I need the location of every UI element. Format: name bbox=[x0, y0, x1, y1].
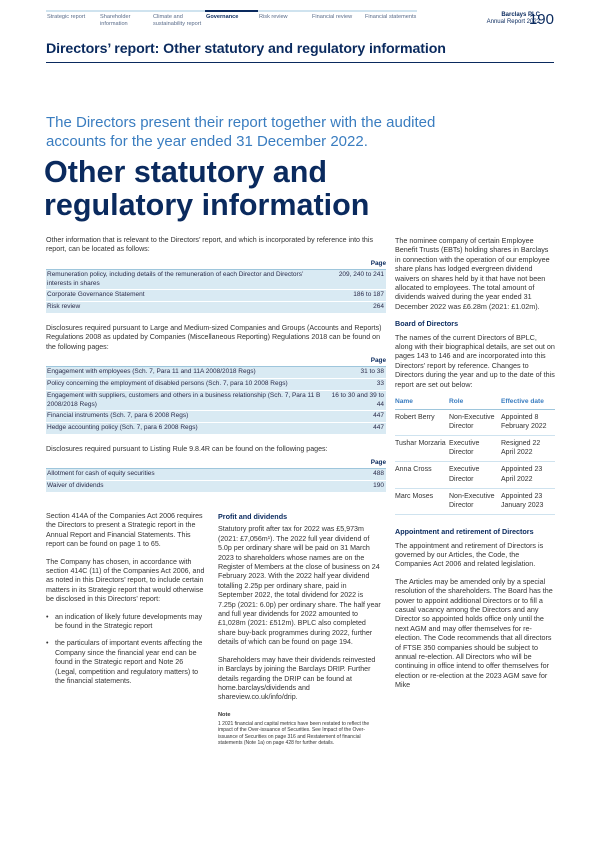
director-role: Non-Executive Director bbox=[449, 409, 501, 435]
col-header-role: Role bbox=[449, 397, 501, 409]
nav-tab-risk-review[interactable]: Risk review bbox=[258, 10, 311, 32]
row-page: 186 to 187 bbox=[330, 290, 386, 302]
appointment-para-2: The Articles may be amended only by a special resolution of the shareholders. The Board has the power to appoint additional Directors or to fill a casual vacancy among the Directors and any Director so appointed holds office only until the next AGM and may offer themselves for re-election. The Code recommends that all directors of FTSE 350 companies should be subject to annual re-election. All Directors who will be continuing in office intend to offer themselves for election or re-election at the 2023 AGM save for Mike bbox=[395, 576, 553, 690]
other-info-table bbox=[46, 258, 386, 314]
table-row bbox=[395, 435, 555, 461]
nav-tab-climate-sustainability[interactable]: Climate and sustainability report bbox=[152, 10, 205, 32]
page-title-line-2: regulatory information bbox=[44, 187, 370, 222]
listing-rule-table bbox=[46, 457, 386, 493]
nav-tab-strategic-report[interactable]: Strategic report bbox=[46, 10, 99, 32]
directors-table bbox=[395, 397, 555, 515]
row-label: Risk review bbox=[46, 302, 330, 314]
director-role: Executive Director bbox=[449, 462, 501, 488]
row-page: 447 bbox=[330, 411, 386, 423]
profit-dividends-para-1: Statutory profit after tax for 2022 was £5,973m (2021: £7,056m¹). The 2022 full year dividend of 5.0p per ordinary share will be paid on 31 March 2023 to shareholders whose names are on the Register of Members at the close of business on 24 February 2023. With the 2022 half year dividend totalling 2.25p per ordinary share, paid in September 2022, the total dividend for 2022 is 7.25p (2021: 6.0p) per ordinary share. The half year and full year dividends for 2022 amounted to £1,028m (2021: £512m). BPLC also completed share buy-back programmes during 2022, further details of which can be found on page 194. bbox=[218, 525, 381, 647]
row-page: 488 bbox=[330, 469, 386, 481]
table-row bbox=[395, 488, 555, 514]
strategic-report-para-1: Section 414A of the Companies Act 2006 requires the Directors to present a Strategic report in the Annual Report and Financial Statements. This report can be found on page 1 to 65. bbox=[46, 512, 203, 549]
nav-tab-shareholder-information[interactable]: Shareholder information bbox=[99, 10, 152, 32]
table-row bbox=[46, 390, 386, 411]
table-row bbox=[46, 269, 386, 290]
list-item: • an indication of likely future developments may be found in the Strategic report bbox=[46, 613, 206, 632]
row-label: Financial instruments (Sch. 7, para 6 2008 Regs) bbox=[46, 411, 330, 423]
board-para: The names of the current Directors of BPLC, along with their biographical details, are set out on pages 143 to 146 and are incorporated into this Directors’ report by reference. Changes to Directors during the year and up to the date of this report are set out below: bbox=[395, 332, 555, 389]
director-role: Executive Director bbox=[449, 435, 501, 461]
ebt-waiver-para: The nominee company of certain Employee Benefit Trusts (EBTs) holding shares in Barclays in connection with the operation of our employee share plans has lodged evergreen dividend waivers on shares held by it that have not been allocated to employees. The total amount of dividends waived during the year ended 31 December 2022 was £6.28m (2021: £1.02m). bbox=[395, 236, 550, 311]
table-row bbox=[46, 481, 386, 493]
reference-tables bbox=[46, 236, 386, 493]
table-row bbox=[395, 462, 555, 488]
appointment-heading: Appointment and retirement of Directors bbox=[395, 527, 534, 537]
director-date: Appointed 23 April 2022 bbox=[501, 462, 555, 488]
row-label: Policy concerning the employment of disabled persons (Sch. 7, para 10 2008 Regs) bbox=[46, 379, 330, 391]
footnote: 1 2021 financial and capital metrics have been restated to reflect the impact of the Over-issuance of Securities. See Impact of the Over-issuance of Securities on page 316 and Restatement of financial statements (Note 1a) on page 428 for further details. bbox=[218, 721, 370, 747]
column-strategic-report bbox=[46, 512, 206, 695]
director-date: Appointed 8 February 2022 bbox=[501, 409, 555, 435]
col-header-name: Name bbox=[395, 397, 449, 409]
nav-tab-governance[interactable]: Governance bbox=[205, 10, 258, 32]
table-row bbox=[46, 469, 386, 481]
intro-text: The Directors present their report together with the audited accounts for the year ended 31 December 2022. bbox=[46, 114, 436, 150]
table-row bbox=[46, 367, 386, 379]
table-row bbox=[46, 379, 386, 391]
table-row bbox=[46, 290, 386, 302]
row-label: Waiver of dividends bbox=[46, 481, 330, 493]
column-profit-dividends bbox=[218, 512, 382, 746]
other-info-lead: Other information that is relevant to the Directors’ report, and which is incorporated by reference into this report, can be located as follows: bbox=[46, 236, 373, 254]
nav-tab-financial-review[interactable]: Financial review bbox=[311, 10, 364, 32]
appointment-para-1: The appointment and retirement of Directors is governed by our Articles, the Code, the Companies Act 2006 and related legislation. bbox=[395, 540, 544, 569]
row-page: 209, 240 to 241 bbox=[330, 269, 386, 290]
row-label: Corporate Governance Statement bbox=[46, 290, 330, 302]
board-heading: Board of Directors bbox=[395, 319, 459, 329]
page-title bbox=[44, 156, 369, 221]
strategic-report-para-2: The Company has chosen, in accordance with section 414C (11) of the Companies Act 2006, and as noted in this Directors’ report, to include certain matters in its Strategic report that would otherwise be disclosed in this Directors’ report: bbox=[46, 557, 205, 604]
page-title-line-1: Other statutory and bbox=[44, 155, 328, 189]
director-name: Tushar Morzaria bbox=[395, 435, 449, 461]
row-label: Hedge accounting policy (Sch. 7, para 6 2008 Regs) bbox=[46, 423, 330, 435]
row-page: 16 to 30 and 39 to 44 bbox=[330, 390, 386, 411]
row-label: Remuneration policy, including details of the remuneration of each Director and Directors’ interests in shares bbox=[46, 269, 330, 290]
column-right bbox=[395, 236, 555, 698]
director-name: Marc Moses bbox=[395, 488, 449, 514]
profit-dividends-para-2: Shareholders may have their dividends reinvested in Barclays by joining the Barclays DRIP. Further details regarding the DRIP can be found at home.barclays/dividends and shareview.co.uk/info/drip. bbox=[218, 655, 376, 702]
profit-dividends-heading: Profit and dividends bbox=[218, 512, 288, 521]
col-header-date: Effective date bbox=[501, 397, 555, 409]
table-row bbox=[46, 411, 386, 423]
listing-rule-lead: Disclosures required pursuant to Listing Rule 9.8.4R can be found on the following pages: bbox=[46, 445, 328, 453]
brand-name: Barclays PLC bbox=[501, 12, 540, 18]
table-row bbox=[395, 409, 555, 435]
strategic-report-bullets bbox=[46, 613, 206, 687]
row-label: Allotment for cash of equity securities bbox=[46, 469, 330, 481]
header-divider bbox=[46, 62, 554, 63]
nav-tab-financial-statements[interactable]: Financial statements bbox=[364, 10, 417, 32]
table-row bbox=[46, 423, 386, 435]
row-page: 447 bbox=[330, 423, 386, 435]
director-date: Appointed 23 January 2023 bbox=[501, 488, 555, 514]
large-medium-table bbox=[46, 355, 386, 435]
row-label: Engagement with suppliers, customers and others in a business relationship (Sch. 7, Para 11 B 2008/2018 Regs) bbox=[46, 390, 330, 411]
row-label: Engagement with employees (Sch. 7, Para 11 and 11A 2008/2018 Regs) bbox=[46, 367, 330, 379]
large-medium-lead: Disclosures required pursuant to Large and Medium-sized Companies and Groups (Accounts and Reports) Regulations 2008 as updated by Companies (Miscellaneous Reporting) Regulations 2018 can be found on the following pages: bbox=[46, 324, 382, 351]
list-item: • the particulars of important events affecting the Company since the financial year end can be found in the Strategic report and Note 26 (Legal, competition and regulatory matters) to the financial statements. bbox=[46, 639, 206, 686]
row-page: 33 bbox=[330, 379, 386, 391]
row-page: 31 to 38 bbox=[330, 367, 386, 379]
table-row bbox=[46, 302, 386, 314]
top-navigation bbox=[46, 10, 554, 32]
page-number: 190 bbox=[528, 11, 554, 28]
director-name: Robert Berry bbox=[395, 409, 449, 435]
director-name: Anna Cross bbox=[395, 462, 449, 488]
section-title: Directors’ report: Other statutory and regulatory information bbox=[46, 41, 446, 57]
table-page-header: Page bbox=[330, 258, 386, 270]
table-page-header: Page bbox=[330, 355, 386, 367]
row-page: 264 bbox=[330, 302, 386, 314]
director-role: Non-Executive Director bbox=[449, 488, 501, 514]
table-page-header: Page bbox=[330, 457, 386, 469]
row-page: 190 bbox=[330, 481, 386, 493]
director-date: Resigned 22 April 2022 bbox=[501, 435, 555, 461]
brand-subtitle: Annual Report 2022 bbox=[486, 19, 540, 25]
note-label: Note bbox=[218, 711, 231, 718]
